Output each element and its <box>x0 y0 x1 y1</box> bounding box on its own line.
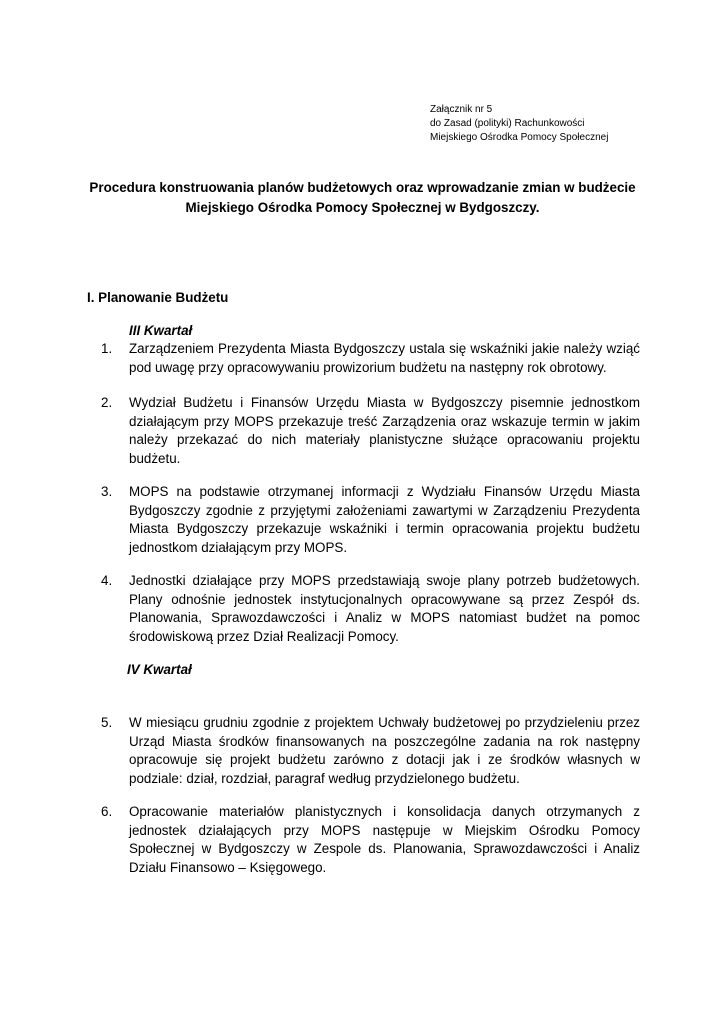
attachment-note <box>430 103 608 145</box>
list-item <box>101 714 640 788</box>
list-item-number: 6. <box>101 804 113 819</box>
list-item-text: W miesiącu grudniu zgodnie z projektem Uchwały budżetowej po przydzieleniu przez Urząd Miasta środków finansowanych na poszczególne zadania na rok następny opracowuje się projekt budżetu zarówno z dotacji jak i ze środków własnych w podziale: dział, rozdział, paragraf według przydzielonego budżetu. <box>129 715 640 786</box>
section-heading: I. Planowanie Budżetu <box>87 290 229 305</box>
list-item-text: MOPS na podstawie otrzymanej informacji z Wydziału Finansów Urzędu Miasta Bydgoszczy zgodnie z przyjętymi założeniami zawartymi w Zarządzeniu Prezydenta Miasta Bydgoszczy przekazuje wskaźniki i termin opracowania projektu budżetu jednostkom działającym przy MOPS. <box>129 484 640 555</box>
list-item-number: 5. <box>101 715 113 730</box>
list-item-number: 1. <box>101 341 113 356</box>
attachment-line-1: Załącznik nr 5 <box>430 104 493 115</box>
list-item <box>101 340 640 377</box>
list-item-text: Opracowanie materiałów planistycznych i konsolidacja danych otrzymanych z jednostek działających przy MOPS następuje w Miejskim Ośrodku Pomocy Społecznej w Bydgoszczy w Zespole ds. Planowania, Sprawozdawczości i Analiz Działu Finansowo – Księgowego. <box>129 804 640 875</box>
list-item <box>101 572 640 646</box>
document-title <box>60 178 665 218</box>
attachment-line-3: Miejskiego Ośrodka Pomocy Społecznej <box>430 132 609 143</box>
list-item-number: 4. <box>101 573 113 588</box>
list-item-number: 2. <box>101 395 113 410</box>
list-item-text: Zarządzeniem Prezydenta Miasta Bydgoszczy ustala się wskaźniki jakie należy wziąć pod uwagę przy opracowywaniu prowizorium budżetu na następny rok obrotowy. <box>129 341 640 375</box>
list-item <box>101 803 640 877</box>
document-title-line-2: Miejskiego Ośrodka Pomocy Społecznej w Bydgoszczy. <box>185 200 540 215</box>
list-item-text: Jednostki działające przy MOPS przedstawiają swoje plany potrzeb budżetowych. Plany odnośnie jednostek instytucjonalnych opracowywane są przez Zespół ds. Planowania, Sprawozdawczości i Analiz w MOPS natomiast budżet na pomoc środowiskową przez Dział Realizacji Pomocy. <box>129 573 640 644</box>
document-title-line-1: Procedura konstruowania planów budżetowych oraz wprowadzanie zmian w budżecie <box>89 180 636 195</box>
list-item <box>101 394 640 468</box>
list-item-text: Wydział Budżetu i Finansów Urzędu Miasta w Bydgoszczy pisemnie jednostkom działającym przy MOPS przekazuje treść Zarządzenia oraz wskazuje termin w jakim należy przekazać do nich materiały planistyczne służące opracowaniu projektu budżetu. <box>129 395 640 466</box>
list-item-number: 3. <box>101 484 113 499</box>
quarter-heading-q4: IV Kwartał <box>127 662 192 677</box>
attachment-line-2: do Zasad (polityki) Rachunkowości <box>430 118 585 129</box>
quarter-heading-q3: III Kwartał <box>129 323 193 338</box>
list-item <box>101 483 640 557</box>
